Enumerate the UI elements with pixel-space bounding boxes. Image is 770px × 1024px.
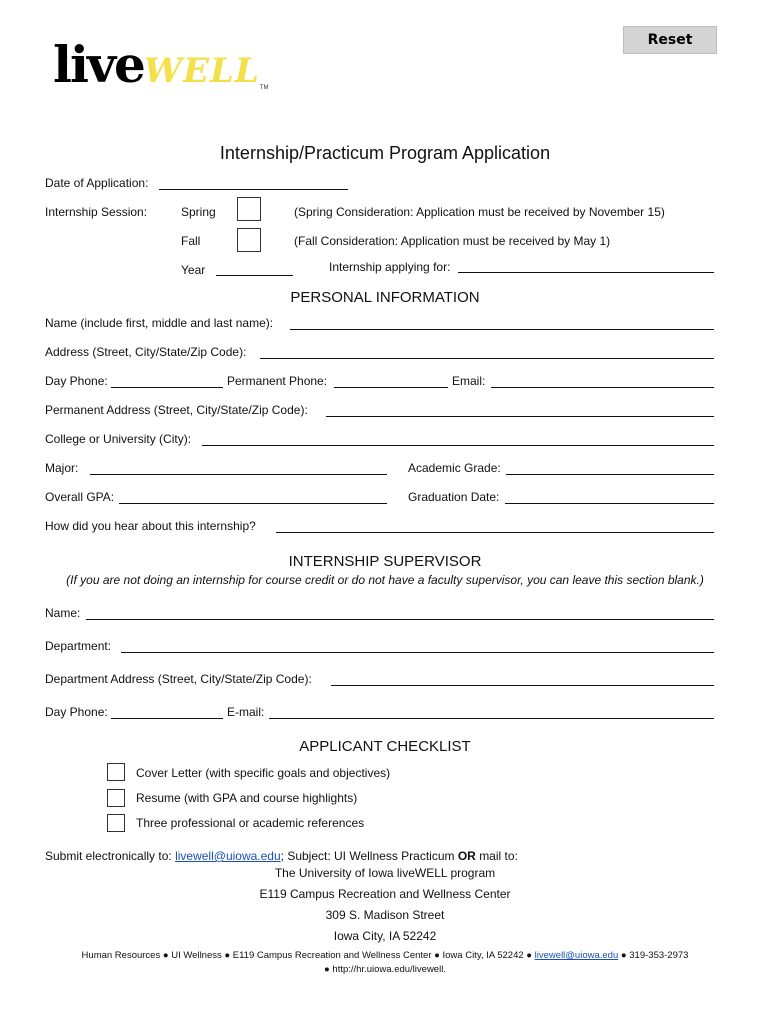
checklist-item: Cover Letter (with specific goals and objectives) [136, 766, 391, 780]
hear-label: How did you hear about this internship? [45, 519, 256, 533]
checklist-item: Three professional or academic references [136, 816, 365, 830]
submit-mail-to: mail to: [479, 849, 518, 863]
day-phone-label: Day Phone: [45, 374, 108, 388]
department-label: Department: [45, 639, 112, 653]
name-label: Name (include first, middle and last name): [45, 316, 274, 330]
fall-checkbox[interactable] [237, 228, 261, 252]
submit-line [45, 849, 518, 863]
dept-address-label: Department Address (Street, City/State/Zip Code): [45, 672, 312, 686]
email-field[interactable] [491, 387, 714, 388]
page-title: Internship/Practicum Program Application [219, 143, 551, 163]
logo-live-text: live [53, 35, 144, 94]
major-field[interactable] [90, 474, 387, 475]
mail-address-line-1: The University of Iowa liveWELL program [274, 866, 496, 880]
perm-address-label: Permanent Address (Street, City/State/Zip Code): [45, 403, 308, 417]
academic-grade-field[interactable] [506, 474, 714, 475]
livewell-logo [53, 35, 269, 94]
address-field[interactable] [260, 358, 714, 359]
submit-or: OR [457, 849, 476, 863]
perm-address-field[interactable] [326, 416, 714, 417]
checklist-cover-letter-checkbox[interactable] [107, 763, 125, 781]
supervisor-name-field[interactable] [86, 619, 714, 620]
submit-subject: ; Subject: UI Wellness Practicum [280, 849, 455, 863]
gpa-field[interactable] [119, 503, 387, 504]
footer-prefix: Human Resources ● UI Wellness ● E119 Campus Recreation and Wellness Center ● Iowa City, IA 52242 ● [81, 950, 533, 961]
logo-tm: TM [259, 85, 269, 91]
supervisor-email-label: E-mail: [227, 705, 265, 719]
perm-phone-field[interactable] [334, 387, 448, 388]
name-field[interactable] [290, 329, 714, 330]
college-label: College or University (City): [45, 432, 192, 446]
fall-label: Fall [181, 234, 201, 248]
date-field[interactable] [159, 189, 348, 190]
footer-line-2: ● http://hr.uiowa.edu/livewell. [324, 964, 446, 975]
supervisor-email-field[interactable] [269, 718, 714, 719]
checklist-heading: APPLICANT CHECKLIST [299, 738, 471, 755]
year-label: Year [181, 263, 206, 277]
perm-phone-label: Permanent Phone: [227, 374, 328, 388]
checklist-references-checkbox[interactable] [107, 814, 125, 832]
spring-note: (Spring Consideration: Application must be received by November 15) [294, 205, 665, 219]
address-label: Address (Street, City/State/Zip Code): [45, 345, 247, 359]
supervisor-note: (If you are not doing an internship for course credit or do not have a faculty supervisor, you can leave this section blank.) [66, 573, 704, 587]
supervisor-day-phone-field[interactable] [111, 718, 223, 719]
department-field[interactable] [121, 652, 714, 653]
fall-note: (Fall Consideration: Application must be received by May 1) [294, 234, 611, 248]
year-field[interactable] [216, 275, 293, 276]
footer-line-1 [0, 950, 770, 961]
logo-well-text: WELL [143, 51, 260, 91]
supervisor-day-phone-label: Day Phone: [45, 705, 108, 719]
supervisor-name-label: Name: [45, 606, 81, 620]
mail-address-line-2: E119 Campus Recreation and Wellness Center [259, 887, 511, 901]
academic-grade-label: Academic Grade: [408, 461, 501, 475]
applying-for-field[interactable] [458, 272, 714, 273]
session-label: Internship Session: [45, 205, 148, 219]
grad-date-label: Graduation Date: [408, 490, 500, 504]
footer-phone: ● 319-353-2973 [620, 950, 689, 961]
gpa-label: Overall GPA: [45, 490, 115, 504]
mail-address-line-3: 309 S. Madison Street [325, 908, 445, 922]
checklist-item: Resume (with GPA and course highlights) [136, 791, 358, 805]
hear-field[interactable] [276, 532, 714, 533]
date-label: Date of Application: [45, 176, 149, 190]
spring-label: Spring [181, 205, 216, 219]
footer-email-link[interactable]: livewell@uiowa.edu [534, 950, 619, 961]
checklist-resume-checkbox[interactable] [107, 789, 125, 807]
supervisor-heading: INTERNSHIP SUPERVISOR [288, 553, 482, 570]
personal-info-heading: PERSONAL INFORMATION [290, 289, 480, 306]
email-label: Email: [452, 374, 486, 388]
college-field[interactable] [202, 445, 714, 446]
dept-address-field[interactable] [331, 685, 714, 686]
applying-for-label: Internship applying for: [329, 260, 451, 274]
reset-button[interactable]: Reset [623, 26, 717, 54]
day-phone-field[interactable] [111, 387, 223, 388]
spring-checkbox[interactable] [237, 197, 261, 221]
major-label: Major: [45, 461, 79, 475]
submit-email-link[interactable]: livewell@uiowa.edu [175, 849, 281, 863]
submit-prefix: Submit electronically to: [45, 849, 172, 863]
mail-address-line-4: Iowa City, IA 52242 [333, 929, 437, 943]
grad-date-field[interactable] [505, 503, 714, 504]
